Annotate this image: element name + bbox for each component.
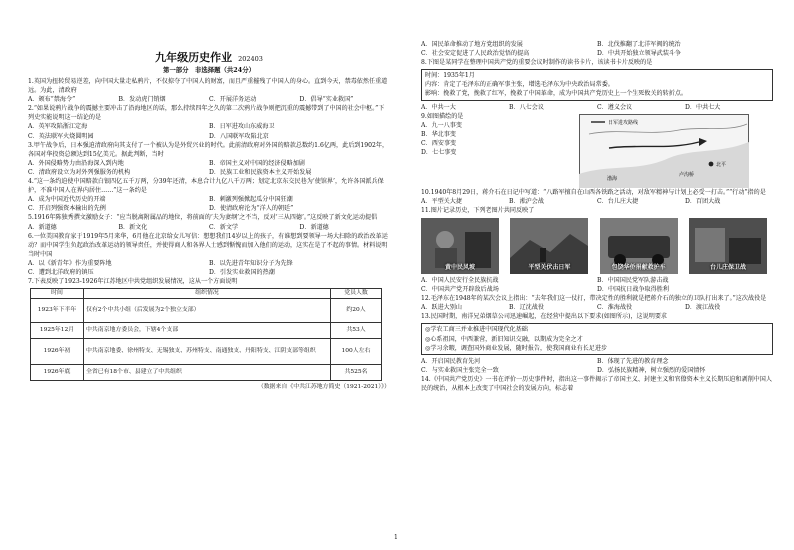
question-8: 8.下图是某同学在整理中国共产党的重要会议时制作的读书卡片，该读书卡片反映的是 [421,59,653,67]
card-time: 时间：1935年1月 [425,72,475,80]
option: C．遵义会议 [597,103,633,111]
option: C．与实业救国主张完全一致 [421,366,499,374]
option: D．中共七大 [685,103,721,111]
photo-2 [510,218,588,274]
table-cell: 100人左右 [331,339,382,365]
question-9-block [421,112,773,188]
question-7: 7.下表反映了1923-1926年江苏地区中共党组织发展情况，这从一个方面说明 [28,278,238,286]
question-3: 3.甲午战争后，日本强迫清政府向其支付了一个被认为是外贸兴业的时代。此前清政府对外国的赔款总数约1.6亿两，此后到1902年，各国对华投资总额达到15亿美元。据此判断，当时 [28,141,389,158]
option: C．社会安定促进了人民政治觉悟的提高 [421,50,530,58]
option: B．华北事变 [421,130,456,138]
table-cell: 中共南京地方委员会，下辖4个支部 [84,323,331,339]
option: D．新道德 [299,223,329,231]
photo-caption: 包饶华侨捐献救护车 [611,263,666,271]
option: D．七七事变 [421,149,457,157]
table-cell: 1925年12月 [31,323,84,339]
part-heading: 第一部分 非选择题（共24分） [163,66,255,74]
option: A．中国人民安行全民族抗战 [421,276,499,284]
question-11: 11.图片记录历史，下列老图片共同反映了 [421,206,535,214]
option: D．中国抗日战争取得胜利 [597,286,669,294]
option: A．以《新青年》作为重要阵地 [28,259,112,267]
option: D．八国联军攻陷北京 [209,132,269,140]
option: B．发动虎门销烟 [118,96,166,104]
question-6: 6.一位美国教育家于1919年5月来华，6月他在北京给女儿写信：想想我们14岁以上的孩子，有谁想到要领导一场大扫除的政治改革运动？而中国学生负起政治改革运动的领导责任，并使得商人和各界人士感到惭愧而加入他们的运动，这实在是了不起的事情。材料说明当时中国 [28,232,388,258]
map-legend-label: 日军进攻路线 [608,119,639,126]
rule-line: ◎学农工商三并业推进中国现代化基础 [425,326,528,334]
photo-3 [600,218,678,274]
question-6-options [28,259,390,277]
table-row [31,365,382,381]
option: A．中共一大 [421,103,456,111]
question-10-options [421,197,773,206]
question-12-options [421,303,773,312]
map-label-bridge: 卢沟桥 [679,171,695,178]
option: B．新文化 [118,223,148,231]
option: C．开展洋务运动 [209,96,257,104]
option: A．国民革命推动了地方党组织的发展 [421,41,523,48]
page-number: 1 [394,534,398,541]
photo-1 [421,218,499,274]
question-12: 12.毛泽东在1948年的某次会议上指出：“去年我们这一仗打，带决定性的胜利就是把蒋介石的独立的卫队打出来了。”这次战役是 [421,295,767,303]
right-column [421,40,773,393]
rule-line: ◎学习余暇，调查国外商业发展，随时报告，使我国商业有长足进步 [425,344,608,352]
table-header-row [31,289,382,299]
option: D．使清政府沦为“洋人的朝廷” [209,205,294,213]
question-1: 1.英国为扭转贸易逆差，向中国大量走私鸦片，不仅掠夺了中国人的财富，而且严重摧残了中国人的身心。直到今天，禁毒依然任重道远。为此，清政府 [28,78,388,95]
table-cell: 全省已有18个市、县建立了中共组织 [84,365,331,381]
photo-caption: 平型关伏击日军 [528,263,571,271]
title-code: 202403 [238,55,263,63]
question-9-text [421,112,571,188]
photo-caption: 台儿庄保卫战 [709,263,746,271]
map-city-dot [709,161,714,166]
table-source: （数据来自《中共江苏地方简史（1921-2021）》） [257,384,390,391]
table-cell: 约20人 [331,299,382,323]
rule-line: ◎心系祖国，中西兼营，新旧知识交融，以期成为完全之才 [425,335,583,343]
option: C．开启列强资本输出的先例 [28,205,106,213]
photo-caption: 黄中民风坡 [444,263,475,271]
option: C．台儿庄大捷 [597,197,639,205]
option: D．渡江战役 [685,304,721,312]
option: B．体现了先进的教育理念 [597,357,669,365]
document-title [28,50,390,66]
option: B．淞沪会战 [509,197,544,205]
table-cell: 共53人 [331,323,382,339]
option: D．引发实业救国的热潮 [209,268,275,276]
question-5-options [28,223,390,232]
option: B．以先进青年知识分子为先锋 [209,259,293,267]
question-11-options [421,276,773,294]
option: B．帝国主义对中国的经济侵略加剧 [209,159,305,167]
question-10: 10.1940年8月29日，蒋介石在日记中写道：“八路军擅自在山西各铁路之活动，对敌军精神与计划上必受一打击。”“行动”指的是 [421,188,766,196]
option: C．清政府设立为对外列强服务的机构 [28,168,131,176]
question-5: 5.1916年陈独秀撰文激励女子：“应当脱离附属品的地位，将前面的‘夫为妻纲’之不当，反对‘三从四德’。”这反映了新文化运动提倡 [28,214,378,222]
map-figure [579,114,749,188]
question-8-options [421,103,773,112]
card-effect: 影响：挽救了党，挽救了红军，挽救了中国革命，成为中国共产党历史上一个生死攸关的转折点。 [425,90,688,98]
question-4: 4.“这一条约迫使中国赔款白银四亿五千万两，分39年还清，本息合计九亿八千万两；划定北京东交民巷为‘使馆界’，允许各国派兵保护，不准中国人在界内居住……”这一条约是 [28,178,384,195]
option: B．中国国民党军队游击战 [597,276,669,284]
question-1-options [28,95,390,104]
card-content: 内容：肯定了毛泽东的正确军事主张，增选毛泽东为中央政治局常委。 [425,81,614,89]
table-cell: 仅有2个中共小组（后发展为2个独立支部） [84,299,331,323]
reading-card [421,69,773,100]
left-column [28,0,390,392]
option: D．百团大战 [685,197,721,205]
option: A．外国侵略势力由沿海深入到内地 [28,159,124,167]
option: C．中国共产党开辟敌后战场 [421,286,499,294]
option: D．民族工业和民族资本主义开始发展 [209,168,312,176]
table-row [31,339,382,365]
table-row [31,299,382,323]
option: B．日军进攻山东威海卫 [209,123,275,131]
table-header: 时间 [31,289,84,299]
option: A．颁布“禁海令” [28,96,76,104]
table-header: 党员人数 [331,289,382,299]
option: B．刺激列强掀起瓜分中国狂潮 [209,196,293,204]
option: D．倡导“实业救国” [299,96,354,104]
title-text: 九年级历史作业 [155,51,233,64]
table-row [31,323,382,339]
option: C．淮海战役 [597,304,633,312]
option: B．北伐推翻了北洋军阀的统治 [597,41,681,48]
option: D．中共开始独立领导武装斗争 [597,50,682,58]
historical-photos [421,218,767,274]
question-9-options [421,121,571,157]
option: A．新道德 [28,223,57,231]
option: B．辽沈战役 [509,304,544,312]
map-label-sea: 渤海 [607,175,618,182]
question-13: 13.民国时期，南洋兄弟烟草公司迅速崛起，在经营中提出以下要求(如图所示)，这说明要求 [421,313,668,321]
question-3-options [28,159,390,177]
table-cell: 共525名 [331,365,382,381]
table-cell: 1926年底 [31,365,84,381]
option: C．新文学 [209,223,239,231]
question-2-options [28,122,390,140]
option: A．英军攻陷浙江定海 [28,123,88,131]
question-14: 14.《中国共产党历史》一书在评价一历史事件时，指出这一事件揭示了帝国主义、封建主义和官僚资本主义长期压迫和剥削中国人民的统治，从根本上改变了中国社会的发展方向，标志着 [421,375,772,392]
option: A．平型关大捷 [421,197,462,205]
option: C．遭到北洋政府的镇压 [28,268,94,276]
question-7-options [421,40,773,58]
option: D．弘扬民族精神，树立强烈的爱国情怀 [597,366,706,374]
question-4-options [28,195,390,213]
table-cell: 中共南京地委、徐州特支、无锡独支、苏州特支、南通独支、丹阳特支、江阴支部等组织 [84,339,331,365]
option: C．西安事变 [421,139,457,147]
map-label-city: 北平 [716,161,727,168]
question-2: 2.“如果说鸦片战争的震撼主要冲击了沿海地区的话，那么持续四年之久的第二次鸦片战争则把沉重的震撼带到了中国的社会中枢。”下列史实能说明这一结论的是 [28,105,385,122]
option: A．成为中国近代历史的开端 [28,196,106,204]
table-header: 组织情况 [84,289,331,299]
option: A．九一八事变 [421,121,462,129]
option: B．八七会议 [509,103,544,111]
question-13-options [421,357,773,375]
question-9: 9.如图描绘的是 [421,112,464,120]
option: A．跃进大别山 [421,304,462,312]
option: C．英法联军火烧圆明园 [28,132,94,140]
table-cell: 1923年下半年 [31,299,84,323]
school-rules-box [421,323,773,354]
table-cell: 1926年初 [31,339,84,365]
option: A．开启国民教育先河 [421,357,481,365]
party-growth-table [30,288,382,381]
photo-4 [689,218,767,274]
